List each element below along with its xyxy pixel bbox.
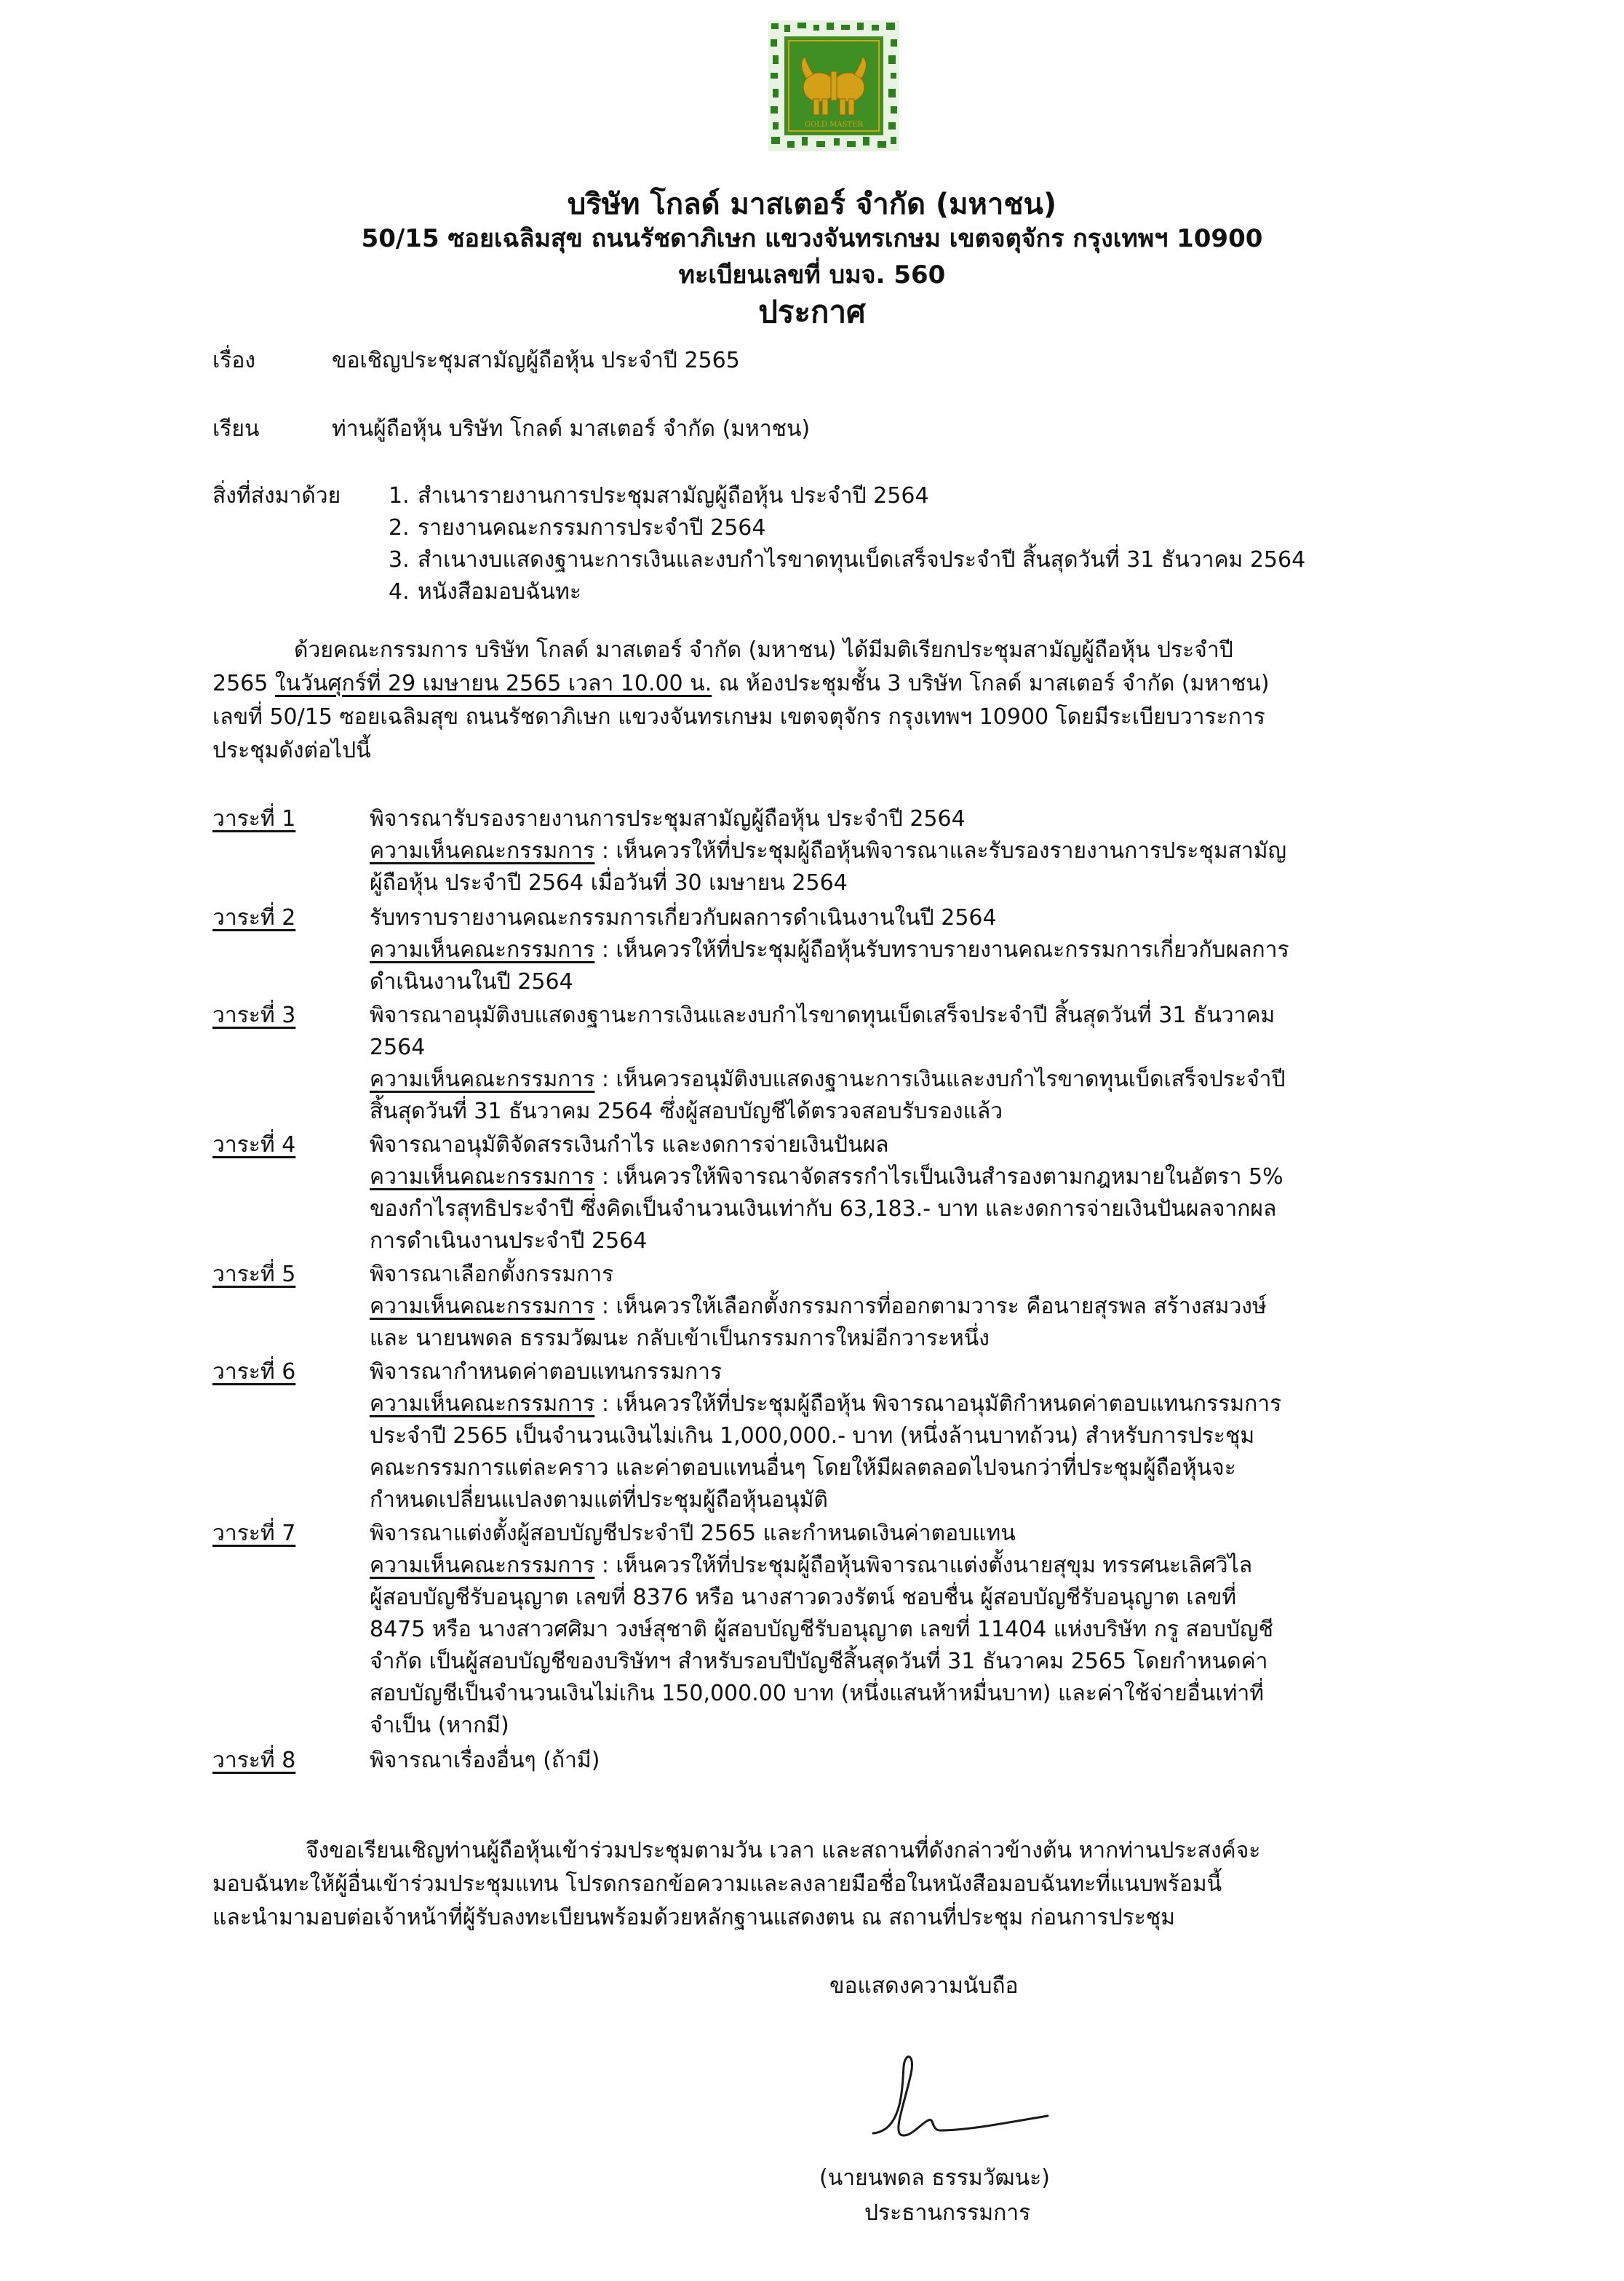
closing-line: จึงขอเรียนเชิญท่านผู้ถือหุ้นเข้าร่วมประชุมตามวัน เวลา และสถานที่ดังกล่าวข้างต้น หากท่านประสงค์จะ: [306, 1838, 1261, 1863]
company-logo: [768, 20, 899, 151]
agenda-opinion-cont: ผู้ถือหุ้น ประจำปี 2564 เมื่อวันที่ 30 เมษายน 2564: [370, 870, 848, 896]
agenda-label: วาระที่ 6: [212, 1359, 296, 1385]
subject-text: ขอเชิญประชุมสามัญผู้ถือหุ้น ประจำปี 2565: [332, 348, 740, 373]
agenda-title: พิจารณาเลือกตั้งกรรมการ: [370, 1262, 614, 1287]
agenda-opinion: ความเห็นคณะกรรมการ : เห็นควรให้ที่ประชุมผู้ถือหุ้น พิจารณาอนุมัติกำหนดค่าตอบแทนกรรมการ: [370, 1391, 1282, 1417]
agenda-opinion-cont: กำหนดเปลี่ยนแปลงตามแต่ที่ประชุมผู้ถือหุ้นอนุมัติ: [370, 1487, 828, 1513]
agenda-label: วาระที่ 8: [212, 1748, 296, 1773]
agenda-label: วาระที่ 1: [212, 806, 296, 832]
agenda-opinion-cont: ประจำปี 2565 เป็นจำนวนเงินไม่เกิน 1,000,000.- บาท (หนึ่งล้านบาทถ้วน) สำหรับการประชุม: [370, 1423, 1255, 1449]
agenda-opinion-cont: จำเป็น (หากมี): [370, 1713, 509, 1738]
signature-drawing: [859, 2045, 1062, 2154]
agenda-title: พิจารณารับรองรายงานการประชุมสามัญผู้ถือหุ้น ประจำปี 2564: [370, 806, 966, 832]
svg-text:GOLD MASTER: GOLD MASTER: [805, 121, 863, 129]
company-address: 50/15 ซอยเฉลิมสุข ถนนรัชดาภิเษก แขวงจันทรเกษม เขตจตุจักร กรุงเทพฯ 10900: [361, 224, 1263, 253]
agenda-title-cont: 2564: [370, 1035, 426, 1060]
agenda-opinion: ความเห็นคณะกรรมการ : เห็นควรให้ที่ประชุมผู้ถือหุ้นรับทราบรายงานคณะกรรมการเกี่ยวกับผลการ: [370, 937, 1289, 963]
agenda-title: พิจารณากำหนดค่าตอบแทนกรรมการ: [370, 1359, 723, 1385]
agenda-opinion-cont: การดำเนินงานประจำปี 2564: [370, 1228, 648, 1254]
to-text: ท่านผู้ถือหุ้น บริษัท โกลด์ มาสเตอร์ จำกัด (มหาชน): [332, 416, 811, 442]
agenda-opinion: ความเห็นคณะกรรมการ : เห็นควรให้เลือกตั้งกรรมการที่ออกตามวาระ คือนายสุรพล สร้างสมวงษ์: [370, 1294, 1267, 1319]
closing-line: มอบฉันทะให้ผู้อื่นเข้าร่วมประชุมแทน โปรดกรอกข้อความและลงลายมือชื่อในหนังสือมอบฉันทะที่แนบพร้อมนี้: [212, 1871, 1222, 1897]
agenda-opinion: ความเห็นคณะกรรมการ : เห็นควรให้ที่ประชุมผู้ถือหุ้นพิจารณาและรับรองรายงานการประชุมสามัญ: [370, 838, 1287, 864]
agenda-title: พิจารณาเรื่องอื่นๆ (ถ้ามี): [370, 1748, 600, 1773]
agenda-opinion: ความเห็นคณะกรรมการ : เห็นควรอนุมัติงบแสดงฐานะการเงินและงบกำไรขาดทุนเบ็ดเสร็จประจำปี: [370, 1067, 1286, 1092]
closing-line: และนำมามอบต่อเจ้าหน้าที่ผู้รับลงทะเบียนพร้อมด้วยหลักฐานแสดงตน ณ สถานที่ประชุม ก่อนการประชุม: [212, 1905, 1176, 1930]
to-label: เรียน: [212, 416, 260, 442]
agenda-opinion-cont: สิ้นสุดวันที่ 31 ธันวาคม 2564 ซึ่งผู้สอบบัญชีได้ตรวจสอบรับรองแล้ว: [370, 1099, 1003, 1124]
intro-line: ประชุมดังต่อไปนี้: [212, 738, 371, 763]
agenda-label: วาระที่ 5: [212, 1262, 296, 1287]
agenda-opinion-cont: คณะกรรมการแต่ละคราว และค่าตอบแทนอื่นๆ โดยให้มีผลตลอดไปจนกว่าที่ประชุมผู้ถือหุ้นจะ: [370, 1455, 1236, 1481]
agenda-title: พิจารณาอนุมัติงบแสดงฐานะการเงินและงบกำไรขาดทุนเบ็ดเสร็จประจำปี สิ้นสุดวันที่ 31 ธันวาคม: [370, 1003, 1275, 1028]
agenda-label: วาระที่ 3: [212, 1003, 296, 1028]
enclosure-item: 1. สำเนารายงานการประชุมสามัญผู้ถือหุ้น ประจำปี 2564: [389, 483, 929, 509]
intro-line: ด้วยคณะกรรมการ บริษัท โกลด์ มาสเตอร์ จำกัด (มหาชน) ได้มีมติเรียกประชุมสามัญผู้ถือหุ้น ประจำปี: [294, 637, 1233, 663]
enclosure-item: 4. หนังสือมอบฉันทะ: [389, 579, 581, 605]
intro-line: 2565 ในวันศุกร์ที่ 29 เมษายน 2565 เวลา 10.00 น. ณ ห้องประชุมชั้น 3 บริษัท โกลด์ มาสเตอร์ จำกัด (มหาชน): [212, 671, 1270, 696]
meeting-datetime: ในวันศุกร์ที่ 29 เมษายน 2565 เวลา 10.00 น.: [274, 671, 712, 696]
company-name: บริษัท โกลด์ มาสเตอร์ จำกัด (มหาชน): [567, 188, 1057, 221]
agenda-opinion-cont: สอบบัญชีเป็นจำนวนเงินไม่เกิน 150,000.00 บาท (หนึ่งแสนห้าหมื่นบาท) และค่าใช้จ่ายอื่นเท่าที่: [370, 1681, 1264, 1706]
enclosure-item: 3. สำเนางบแสดงฐานะการเงินและงบกำไรขาดทุนเบ็ดเสร็จประจำปี สิ้นสุดวันที่ 31 ธันวาคม 2564: [389, 547, 1306, 573]
enclosures-label: สิ่งที่ส่งมาด้วย: [212, 483, 341, 509]
intro-line: เลขที่ 50/15 ซอยเฉลิมสุข ถนนรัชดาภิเษก แขวงจันทรเกษม เขตจตุจักร กรุงเทพฯ 10900 โดยมีระเบียบวาระการ: [212, 704, 1265, 730]
enclosure-item: 2. รายงานคณะกรรมการประจำปี 2564: [389, 515, 766, 541]
signature: [859, 2045, 1062, 2154]
agenda-title: รับทราบรายงานคณะกรรมการเกี่ยวกับผลการดำเนินงานในปี 2564: [370, 905, 997, 931]
logo-graphic: [768, 20, 899, 151]
announcement-heading: ประกาศ: [758, 294, 866, 330]
agenda-opinion-cont: ผู้สอบบัญชีรับอนุญาต เลขที่ 8376 หรือ นางสาวดวงรัตน์ ชอบชื่น ผู้สอบบัญชีรับอนุญาต เลขที่: [370, 1585, 1237, 1610]
agenda-label: วาระที่ 7: [212, 1521, 296, 1546]
agenda-title: พิจารณาแต่งตั้งผู้สอบบัญชีประจำปี 2565 และกำหนดเงินค่าตอบแทน: [370, 1521, 1016, 1546]
agenda-opinion-cont: ของกำไรสุทธิประจำปี ซึ่งคิดเป็นจำนวนเงินเท่ากับ 63,183.- บาท และงดการจ่ายเงินปันผลจากผล: [370, 1196, 1277, 1222]
agenda-opinion-cont: ดำเนินงานในปี 2564: [370, 969, 573, 995]
regards-text: ขอแสดงความนับถือ: [829, 1973, 1019, 1999]
agenda-title: พิจารณาอนุมัติจัดสรรเงินกำไร และงดการจ่ายเงินปันผล: [370, 1132, 889, 1158]
agenda-label: วาระที่ 4: [212, 1132, 296, 1158]
subject-label: เรื่อง: [212, 348, 256, 373]
agenda-opinion: ความเห็นคณะกรรมการ : เห็นควรให้พิจารณาจัดสรรกำไรเป็นเงินสำรองตามกฎหมายในอัตรา 5%: [370, 1164, 1283, 1190]
agenda-label: วาระที่ 2: [212, 905, 296, 931]
agenda-opinion-cont: และ นายนพดล ธรรมวัฒนะ กลับเข้าเป็นกรรมการใหม่อีกวาระหนึ่ง: [370, 1326, 990, 1351]
signer-position: ประธานกรรมการ: [864, 2200, 1031, 2226]
agenda-opinion-cont: จำกัด เป็นผู้สอบบัญชีของบริษัทฯ สำหรับรอบปีบัญชีสิ้นสุดวันที่ 31 ธันวาคม 2565 โดยกำหนดค่า: [370, 1649, 1268, 1674]
agenda-opinion: ความเห็นคณะกรรมการ : เห็นควรให้ที่ประชุมผู้ถือหุ้นพิจารณาแต่งตั้งนายสุขุม ทรรศนะเลิศวิไล: [370, 1553, 1253, 1578]
registration-number: ทะเบียนเลขที่ บมจ. 560: [678, 260, 946, 290]
agenda-opinion-cont: 8475 หรือ นางสาวศศิมา วงษ์สุชาติ ผู้สอบบัญชีรับอนุญาต เลขที่ 11404 แห่งบริษัท กรู สอบบัญชี: [370, 1617, 1273, 1642]
signer-name: (นายนพดล ธรรมวัฒนะ): [819, 2165, 1050, 2191]
